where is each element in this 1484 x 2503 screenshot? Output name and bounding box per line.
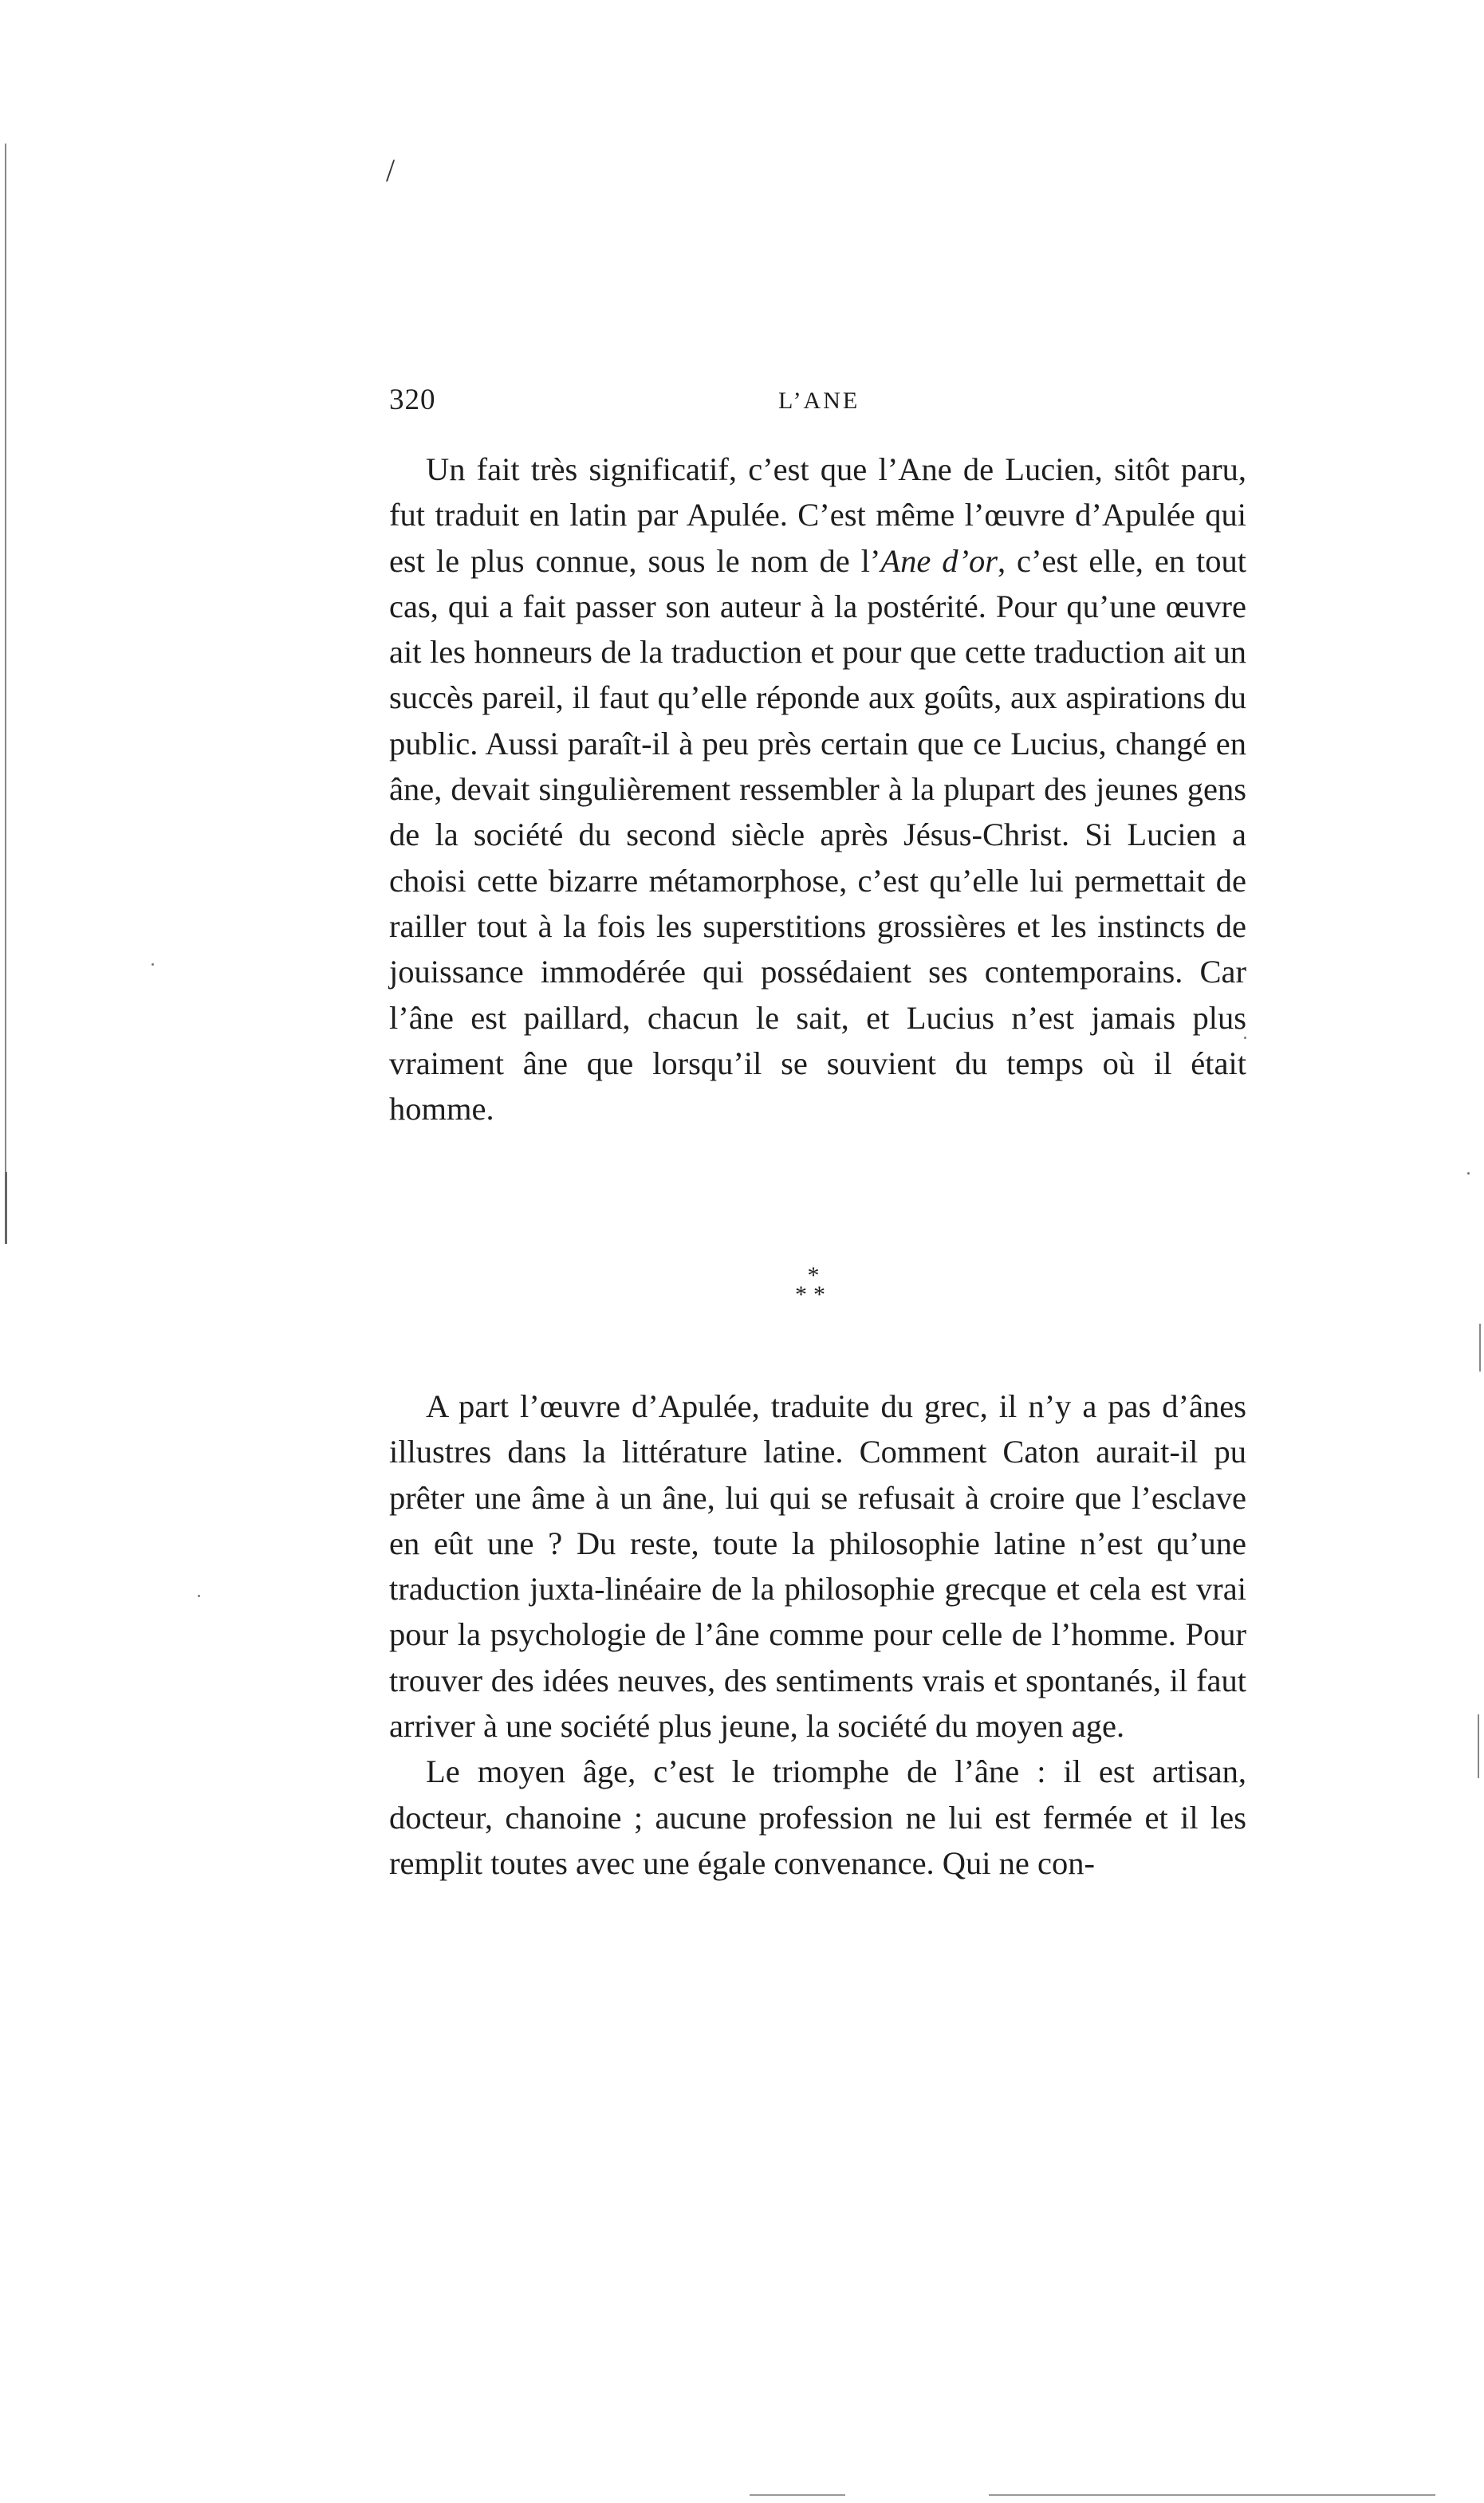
paragraph: Le moyen âge, c’est le triomphe de l’âne : il est artisan, docteur, chanoine ; aucune profession ne lui est fermée et il les remplit toutes avec une égale convenance. Qui ne con- (389, 1753, 1246, 1881)
scan-edge-rule (750, 2494, 845, 2496)
asterism-top: * (807, 1262, 820, 1289)
scan-speck (1244, 1037, 1246, 1039)
section-break-asterism (781, 1262, 845, 1322)
running-head (389, 383, 1246, 431)
paragraph (389, 447, 1246, 1131)
paragraph-text: Un fait très significatif, c’est que l’Ane de Lucien, sitôt paru, fut traduit en latin par Apulée. C’est même l’œuvre d’Apulée qui est le plus connue, sous le nom de l’ (389, 451, 1246, 579)
page-number: 320 (389, 384, 436, 416)
scan-edge-line (5, 144, 6, 1244)
stray-ink-mark: / (386, 152, 396, 188)
text-block-first (389, 447, 1246, 1131)
scan-edge-line (1478, 1714, 1479, 1778)
text-block-second (389, 1383, 1246, 1886)
running-title: L’ANE (778, 388, 860, 414)
italic-title: Ane d’or (880, 542, 998, 579)
paragraph-text: , c’est elle, en tout cas, qui a fait passer son auteur à la postérité. Pour qu’une œuvre ait les honneurs de la traduction et pour que cette traduction ait un succès pareil, il faut qu’elle réponde aux goûts, aux aspirations du public. Aussi paraît-il à peu près certain que ce Lucius, changé en âne, devait singulièrement ressembler à la plupart des jeunes gens de la société du second siècle après Jésus-Christ. Si Lucien a choisi cette bizarre métamorphose, c’est qu’elle lui permettait de railler tout à la fois les superstitions grossières et les instincts de jouissance immodérée qui possédaient ses contemporains. Car l’âne est paillard, chacun le sait, et Lucius n’est jamais plus vraiment âne que lorsqu’il se souvient du temps où il était homme. (389, 542, 1246, 1128)
scan-speck (152, 963, 154, 966)
asterism-bottom: ** (795, 1281, 832, 1308)
paragraph: A part l’œuvre d’Apulée, traduite du grec, il n’y a pas d’ânes illustres dans la littérature latine. Comment Caton aurait-il pu prêter une âme à un âne, lui qui se refusait à croire que l’esclave en eût une ? Du reste, toute la philosophie latine n’est qu’une traduction juxta-linéaire de la philosophie grecque et cela est vrai pour la psychologie de l’âne comme pour celle de l’homme. Pour trouver des idées neuves, des sentiments vrais et spontanés, il faut arriver à une société plus jeune, la société du moyen age. (389, 1388, 1246, 1745)
scan-edge-rule (989, 2494, 1435, 2496)
scan-speck (198, 1595, 200, 1597)
scan-edge-line (1479, 1324, 1481, 1372)
scan-speck (1467, 1172, 1470, 1175)
scan-edge-line (5, 1172, 7, 1244)
